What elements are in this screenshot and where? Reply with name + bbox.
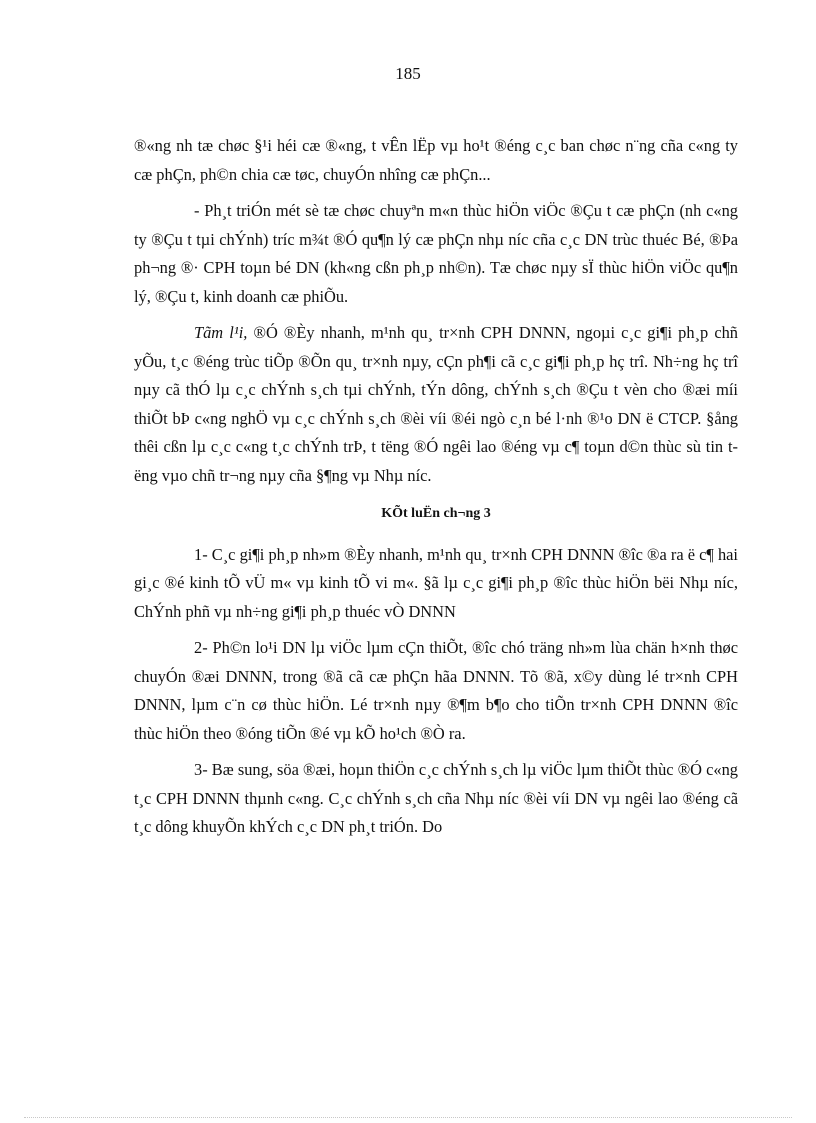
paragraph-1: ®«ng nh tæ chøc §¹i héi cæ ®«ng, t vÊn lËp vµ ho¹t ®éng c¸c ban chøc n¨ng cña c«ng ty cæ phÇn, ph©n chia cæ tøc, chuyÓn nhîng cæ phÇn...: [134, 136, 738, 184]
paragraph-3: [134, 319, 738, 490]
paragraph-2: - Ph¸t triÓn mét sè tæ chøc chuyªn m«n thùc hiÖn viÖc ®Çu t cæ phÇn (nh c«ng ty ®Çu t tµi chÝnh) tríc m¾t ®Ó qu¶n lý cæ phÇn nhµ níc cña c¸c DN trùc thuéc Bé, ®Þa ph¬ng ®· CPH toµn bé DN (kh«ng cßn ph¸p nh©n). Tæ chøc nµy sÏ thùc hiÖn viÖc qu¶n lý, ®Çu t, kinh doanh cæ phiÕu.: [134, 201, 738, 306]
paragraph-3-text: ®Ó ®Èy nhanh, m¹nh qu¸ tr×nh CPH DNNN, ngoµi c¸c gi¶i ph¸p chñ yÕu, t¸c ®éng trùc tiÕp ®Õn qu¸ tr×nh nµy, cÇn ph¶i cã c¸c gi¶i ph¸p hç trî. Nh÷ng hç trî nµy cã thÓ lµ c¸c chÝnh s¸ch tµi chÝnh, tÝn dông, chÝnh s¸ch ®Çu t vèn cho ®æi míi thiÕt bÞ c«ng nghÖ vµ c¸c chÝnh s¸ch ®èi víi ®éi ngò c¸n bé l·nh ®¹o DN ë CTCP. §ång thêi cßn lµ c¸c c«ng t¸c chÝnh trÞ, t tëng ®Ó ngêi lao ®éng vµ c¶ toµn d©n thùc sù tin tëng vµo chñ tr¬ng nµy cña §¶ng vµ Nhµ níc.: [134, 323, 738, 485]
document-body: [134, 132, 738, 850]
paragraph-5: 2- Ph©n lo¹i DN lµ viÖc lµm cÇn thiÕt, ®îc chó träng nh»m lùa chän h×nh thøc chuyÓn ®æi DNNN, trong ®ã cã cæ phÇn hãa DNNN. Tõ ®ã, x©y dùng lé tr×nh CPH DNNN, lµm c¨n cø thùc hiÖn. Lé tr×nh nµy ®¶m b¶o cho tiÕn tr×nh CPH DNNN ®îc thùc hiÖn theo ®óng tiÕn ®é vµ kÕ ho¹ch ®Ò ra.: [134, 638, 738, 743]
paragraph-4: 1- C¸c gi¶i ph¸p nh»m ®Èy nhanh, m¹nh qu¸ tr×nh CPH DNNN ®îc ®a ra ë c¶ hai gi¸c ®é kinh tÕ vÜ m« vµ kinh tÕ vi m«. §ã lµ c¸c gi¶i ph¸p ®îc thùc hiÖn bëi Nhµ níc, ChÝnh phñ vµ nh÷ng gi¶i ph¸p thuéc vÒ DNNN: [134, 544, 738, 621]
page-number: 185: [395, 64, 421, 83]
page-bottom-divider: [24, 1117, 792, 1118]
chapter-conclusion-heading: KÕt luËn ch¬ng 3: [381, 506, 491, 521]
paragraph-6: 3- Bæ sung, söa ®æi, hoµn thiÖn c¸c chÝnh s¸ch lµ viÖc lµm thiÕt thùc ®Ó c«ng t¸c CPH DNNN thµnh c«ng. C¸c chÝnh s¸ch cña Nhµ níc ®èi víi DN vµ ngêi lao ®éng cã t¸c dông khuyÕn khÝch c¸c DN ph¸t triÓn. Do: [134, 760, 738, 836]
summary-lead: Tãm l¹i,: [194, 323, 248, 342]
